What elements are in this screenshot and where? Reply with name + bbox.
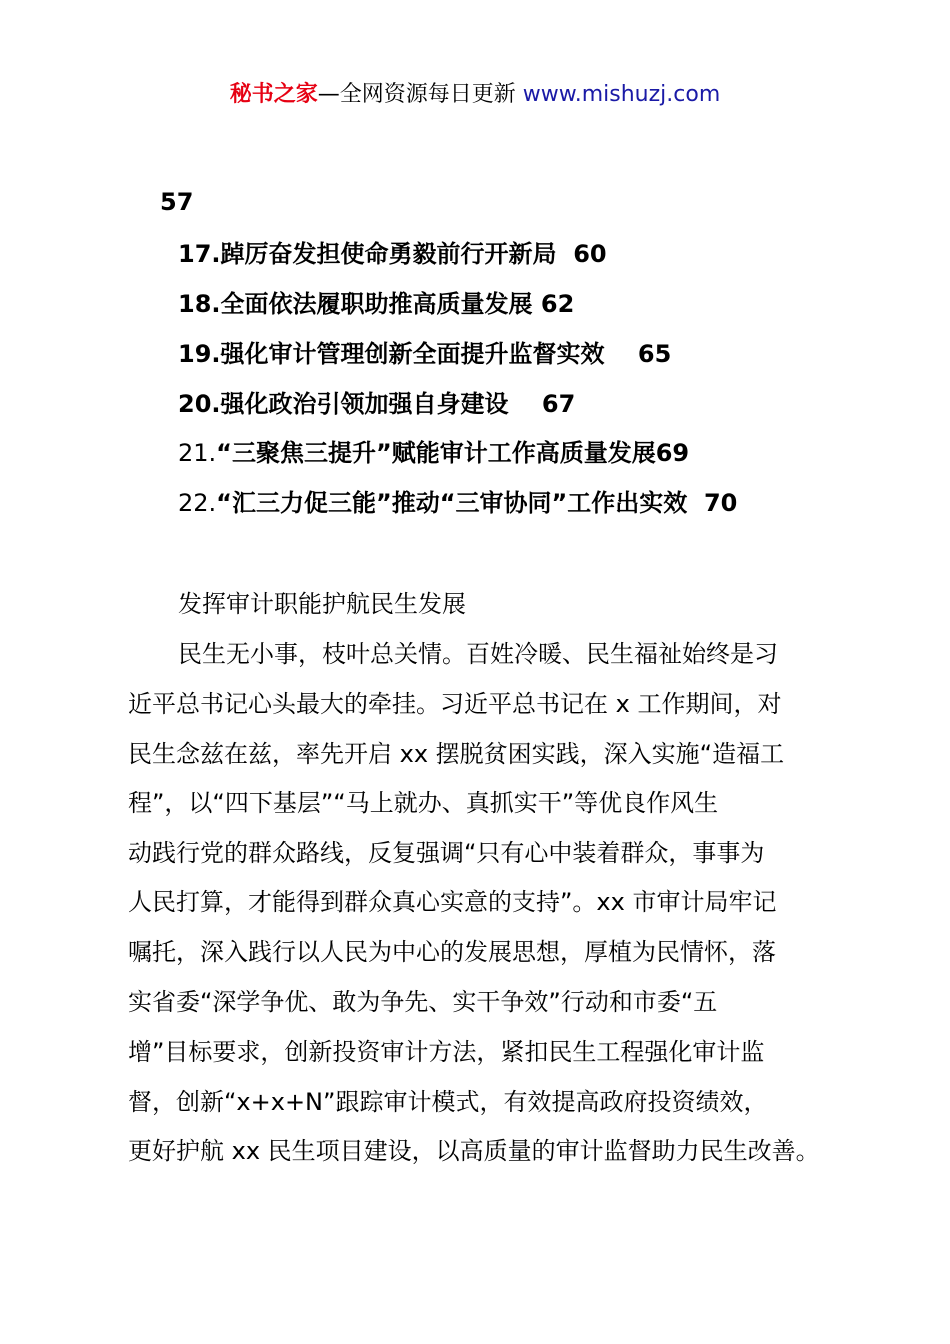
site-header	[0, 80, 950, 110]
toc-item-19: 19.强化审计管理创新全面提升监督实效 65	[178, 340, 672, 368]
toc-item-number: 21.	[178, 439, 217, 467]
article-title: 发挥审计职能护航民生发展	[178, 590, 466, 618]
article-line: 人民打算，才能得到群众真心实意的支持”。xx 市审计局牢记	[128, 888, 777, 916]
article-line: 动践行党的群众路线，反复强调“只有心中装着群众，事事为	[128, 839, 765, 867]
article-line: 民生念兹在兹，率先开启 xx 摆脱贫困实践，深入实施“造福工	[128, 740, 785, 768]
site-brand: 秘书之家	[229, 82, 318, 107]
toc-item-17: 17.踔厉奋发担使命勇毅前行开新局 60	[178, 240, 607, 268]
toc-item-20: 20.强化政治引领加强自身建设 67	[178, 390, 576, 418]
article-line: 嘱托，深入践行以人民为中心的发展思想，厚植为民情怀，落	[128, 938, 776, 966]
header-separator: —	[317, 82, 340, 107]
toc-item-22	[178, 487, 737, 519]
article-line: 更好护航 xx 民生项目建设，以高质量的审计监督助力民生改善。	[128, 1137, 820, 1165]
toc-item-title: “三聚焦三提升”赋能审计工作高质量发展69	[216, 439, 690, 467]
article-line: 民生无小事，枝叶总关情。百姓冷暖、民生福祉始终是习	[178, 640, 778, 668]
toc-item-21	[178, 437, 689, 469]
site-url-link[interactable]: www.mishuzj.com	[522, 82, 721, 107]
toc-item-18: 18.全面依法履职助推高质量发展 62	[178, 290, 575, 318]
article-line: 程”，以“四下基层”“马上就办、真抓实干”等优良作风生	[128, 789, 719, 817]
article-line: 督，创新“x+x+N”跟踪审计模式，有效提高政府投资绩效，	[128, 1088, 768, 1116]
article-line: 实省委“深学争优、敢为争先、实干争效”行动和市委“五	[128, 988, 718, 1016]
article-line: 增”目标要求，创新投资审计方法，紧扣民生工程强化审计监	[128, 1038, 765, 1066]
toc-item-title: “汇三力促三能”推动“三审协同”工作出实效 70	[216, 489, 738, 517]
toc-item-number: 22.	[178, 489, 217, 517]
toc-page-continuation: 57	[160, 188, 194, 216]
header-tagline: 全网资源每日更新	[339, 82, 523, 107]
article-line: 近平总书记心头最大的牵挂。习近平总书记在 x 工作期间，对	[128, 690, 782, 718]
